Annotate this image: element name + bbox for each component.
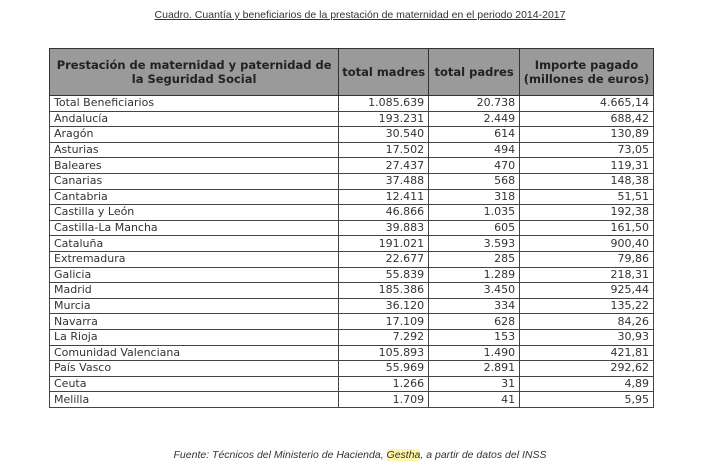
padres-cell: 318 [429,189,520,205]
padres-cell: 3.450 [429,283,520,299]
importe-cell: 130,89 [520,127,654,143]
region-cell: Baleares [50,158,339,174]
importe-cell: 925,44 [520,283,654,299]
table-row [50,298,654,314]
padres-cell: 285 [429,251,520,267]
importe-cell: 5,95 [520,392,654,408]
table-row [50,127,654,143]
padres-cell: 628 [429,314,520,330]
data-table [49,48,654,408]
importe-cell: 84,26 [520,314,654,330]
padres-cell: 614 [429,127,520,143]
region-cell: Total Beneficiarios [50,96,339,112]
madres-cell: 1.085.639 [339,96,429,112]
padres-cell: 1.289 [429,267,520,283]
importe-cell: 79,86 [520,251,654,267]
region-cell: Extremadura [50,251,339,267]
madres-cell: 37.488 [339,173,429,189]
table-row [50,329,654,345]
table-row [50,361,654,377]
table-row [50,96,654,112]
header-total-madres: total madres [339,49,429,96]
region-cell: Navarra [50,314,339,330]
importe-cell: 135,22 [520,298,654,314]
madres-cell: 12.411 [339,189,429,205]
table-title: Cuadro. Cuantía y beneficiarios de la prestación de maternidad en el periodo 2014-2017 [154,9,566,21]
importe-cell: 292,62 [520,361,654,377]
madres-cell: 105.893 [339,345,429,361]
region-cell: La Rioja [50,329,339,345]
padres-cell: 334 [429,298,520,314]
importe-cell: 119,31 [520,158,654,174]
source-prefix: Fuente: Técnicos del Ministerio de Hacienda, [173,449,387,461]
region-cell: Cantabria [50,189,339,205]
madres-cell: 30.540 [339,127,429,143]
madres-cell: 46.866 [339,205,429,221]
table-row [50,392,654,408]
padres-cell: 2.449 [429,111,520,127]
importe-cell: 161,50 [520,220,654,236]
source-note [0,449,720,461]
table-row [50,220,654,236]
importe-cell: 192,38 [520,205,654,221]
madres-cell: 17.502 [339,142,429,158]
region-cell: Cataluña [50,236,339,252]
header-region: Prestación de maternidad y paternidad de la Seguridad Social [50,49,339,96]
padres-cell: 153 [429,329,520,345]
madres-cell: 1.266 [339,376,429,392]
table-row [50,173,654,189]
padres-cell: 568 [429,173,520,189]
header-row [50,49,654,96]
padres-cell: 605 [429,220,520,236]
importe-cell: 421,81 [520,345,654,361]
importe-cell: 51,51 [520,189,654,205]
header-total-padres: total padres [429,49,520,96]
importe-cell: 218,31 [520,267,654,283]
madres-cell: 55.969 [339,361,429,377]
padres-cell: 3.593 [429,236,520,252]
importe-cell: 73,05 [520,142,654,158]
region-cell: Murcia [50,298,339,314]
table-row [50,142,654,158]
region-cell: Galicia [50,267,339,283]
padres-cell: 494 [429,142,520,158]
padres-cell: 470 [429,158,520,174]
madres-cell: 7.292 [339,329,429,345]
importe-cell: 688,42 [520,111,654,127]
header-importe: Importe pagado (millones de euros) [520,49,654,96]
madres-cell: 191.021 [339,236,429,252]
table-row [50,236,654,252]
importe-cell: 900,40 [520,236,654,252]
table-row [50,158,654,174]
padres-cell: 1.035 [429,205,520,221]
importe-cell: 30,93 [520,329,654,345]
region-cell: Castilla y León [50,205,339,221]
region-cell: Madrid [50,283,339,299]
table-row [50,267,654,283]
region-cell: Comunidad Valenciana [50,345,339,361]
table-row [50,376,654,392]
madres-cell: 55.839 [339,267,429,283]
table-row [50,111,654,127]
table-row [50,205,654,221]
madres-cell: 22.677 [339,251,429,267]
table-row [50,283,654,299]
region-cell: Ceuta [50,376,339,392]
source-suffix: , a partir de datos del INSS [420,449,547,461]
region-cell: País Vasco [50,361,339,377]
importe-cell: 4.665,14 [520,96,654,112]
madres-cell: 193.231 [339,111,429,127]
region-cell: Castilla-La Mancha [50,220,339,236]
padres-cell: 2.891 [429,361,520,377]
madres-cell: 39.883 [339,220,429,236]
padres-cell: 20.738 [429,96,520,112]
region-cell: Asturias [50,142,339,158]
importe-cell: 148,38 [520,173,654,189]
madres-cell: 1.709 [339,392,429,408]
table-row [50,189,654,205]
table-row [50,345,654,361]
madres-cell: 185.386 [339,283,429,299]
padres-cell: 1.490 [429,345,520,361]
table-row [50,251,654,267]
table-row [50,314,654,330]
padres-cell: 41 [429,392,520,408]
source-highlight: Gestha [386,449,421,461]
madres-cell: 36.120 [339,298,429,314]
importe-cell: 4,89 [520,376,654,392]
region-cell: Andalucía [50,111,339,127]
madres-cell: 27.437 [339,158,429,174]
region-cell: Melilla [50,392,339,408]
region-cell: Aragón [50,127,339,143]
region-cell: Canarias [50,173,339,189]
padres-cell: 31 [429,376,520,392]
madres-cell: 17.109 [339,314,429,330]
